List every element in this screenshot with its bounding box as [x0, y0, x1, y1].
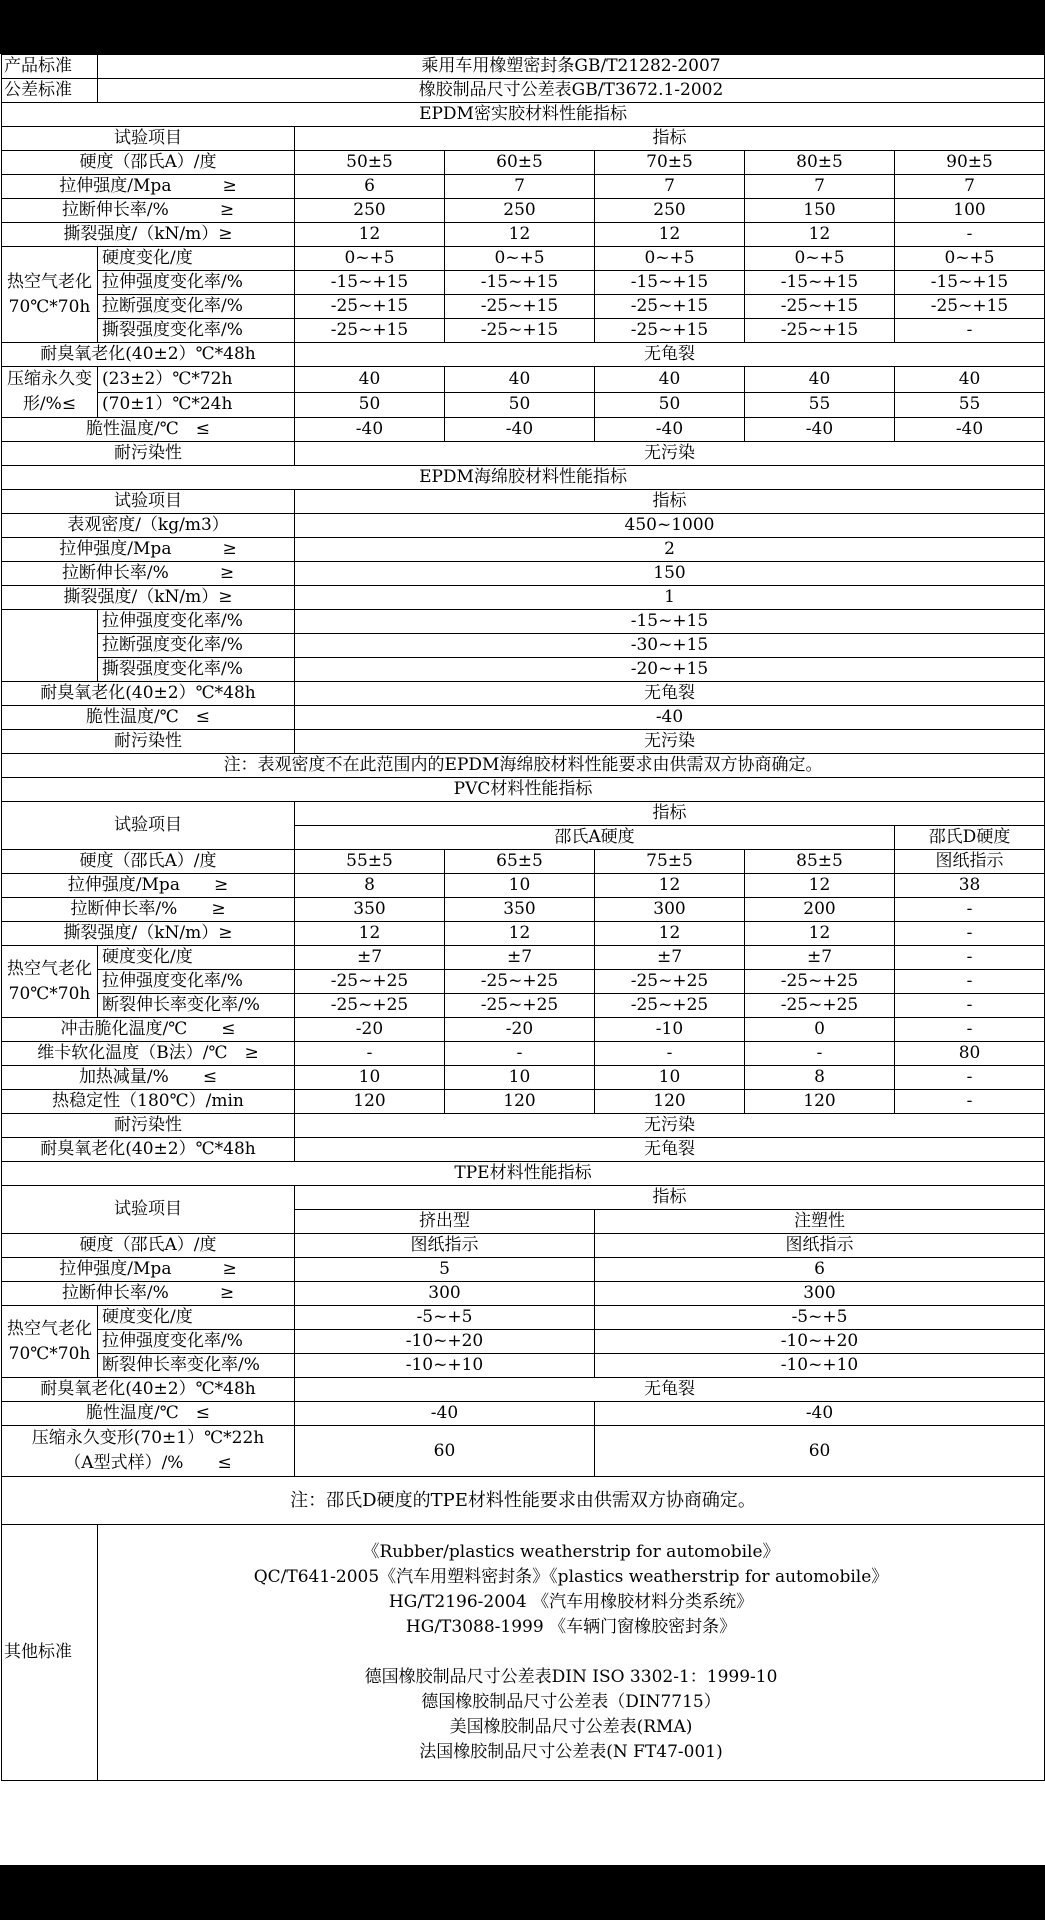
row-label: 耐臭氧老化(40±2）℃*48h [2, 343, 295, 367]
cell: 8 [745, 1066, 895, 1090]
cell: -15~+15 [895, 271, 1045, 295]
cell: -40 [295, 1402, 595, 1426]
cell: 50±5 [295, 151, 445, 175]
cell: 150 [745, 199, 895, 223]
table-row [2, 247, 1045, 271]
test-item-header: 试验项目 [2, 127, 295, 151]
row-label [2, 1426, 295, 1477]
cell: 7 [595, 175, 745, 199]
compression-label-line2: （A型式样）/% ≤ [64, 1453, 232, 1473]
table-row [2, 1018, 1045, 1042]
table-row [2, 418, 1045, 442]
cell: 6 [295, 175, 445, 199]
test-item-header: 试验项目 [2, 802, 295, 850]
cell: -25~+15 [445, 295, 595, 319]
cell: 12 [595, 922, 745, 946]
cell: -5~+5 [595, 1306, 1045, 1330]
cell: 图纸指示 [595, 1234, 1045, 1258]
table-row [2, 970, 1045, 994]
extrusion-header: 挤出型 [295, 1210, 595, 1234]
cell: 无污染 [295, 730, 1045, 754]
table-row [2, 874, 1045, 898]
cell: 60 [295, 1426, 595, 1477]
cell: -15~+15 [745, 271, 895, 295]
cell: - [895, 1066, 1045, 1090]
cell: -40 [895, 418, 1045, 442]
cell: - [895, 946, 1045, 970]
epdm-sponge-title: EPDM海绵胶材料性能指标 [2, 466, 1045, 490]
cell: 10 [445, 1066, 595, 1090]
cell: - [595, 1042, 745, 1066]
cell: 12 [745, 874, 895, 898]
cell: 60 [595, 1426, 1045, 1477]
row-label: 耐污染性 [2, 730, 295, 754]
row-label: 表观密度/（kg/m3） [2, 514, 295, 538]
cell: -25~+15 [745, 319, 895, 343]
cell: 无龟裂 [295, 1378, 1045, 1402]
hot-air-group-label: 热空气老化70℃*70h [2, 247, 98, 343]
cell: -40 [745, 418, 895, 442]
cell: 无龟裂 [295, 682, 1045, 706]
cell: - [445, 1042, 595, 1066]
epdm-solid-title: EPDM密实胶材料性能指标 [2, 103, 1045, 127]
cell: 60±5 [445, 151, 595, 175]
hot-air-group-label: 热空气老化70℃*70h [2, 946, 98, 1018]
cell: 0~+5 [295, 247, 445, 271]
row-label: 撕裂强度/（kN/m）≥ [2, 586, 295, 610]
cell: -30~+15 [295, 634, 1045, 658]
shore-a-header: 邵氏A硬度 [295, 826, 895, 850]
cell: -20~+15 [295, 658, 1045, 682]
cell: 250 [295, 199, 445, 223]
compression-group-label: 压缩永久变形/%≤ [2, 367, 98, 418]
cell: 120 [445, 1090, 595, 1114]
row-label: 耐臭氧老化(40±2）℃*48h [2, 1138, 295, 1162]
table-row [2, 1330, 1045, 1354]
cell: 120 [595, 1090, 745, 1114]
table-row [2, 898, 1045, 922]
table-row [2, 1042, 1045, 1066]
cell: -25~+25 [445, 970, 595, 994]
row-label: 热稳定性（180℃）/min [2, 1090, 295, 1114]
row-label: 撕裂强度变化率/% [98, 319, 295, 343]
table-row [2, 610, 1045, 634]
cell: 7 [445, 175, 595, 199]
cell: 350 [295, 898, 445, 922]
cell: 85±5 [745, 850, 895, 874]
table-row [2, 199, 1045, 223]
table-row [2, 1258, 1045, 1282]
cell: 0~+5 [745, 247, 895, 271]
cell: - [745, 1042, 895, 1066]
table-row [2, 343, 1045, 367]
cell: 40 [445, 367, 595, 393]
cell: -25~+25 [745, 970, 895, 994]
table-row [2, 1234, 1045, 1258]
indicator-header: 指标 [295, 802, 1045, 826]
table-row [2, 1114, 1045, 1138]
other-standards-row [2, 1525, 1045, 1781]
cell: ±7 [595, 946, 745, 970]
standard-line: 《Rubber/plastics weatherstrip for automobile》 [362, 1542, 780, 1562]
cell: -40 [445, 418, 595, 442]
row-label: 断裂伸长率变化率/% [98, 1354, 295, 1378]
shore-d-header: 邵氏D硬度 [895, 826, 1045, 850]
cell: 55 [745, 392, 895, 418]
cell: 250 [445, 199, 595, 223]
cell: -25~+25 [295, 994, 445, 1018]
cell: 120 [745, 1090, 895, 1114]
cell: 40 [595, 367, 745, 393]
cell: 12 [745, 223, 895, 247]
cell: 300 [595, 1282, 1045, 1306]
cell: -25~+15 [745, 295, 895, 319]
cell: -25~+25 [445, 994, 595, 1018]
epdm-sponge-note: 注：表观密度不在此范围内的EPDM海绵胶材料性能要求由供需双方协商确定。 [2, 754, 1045, 778]
indicator-header: 指标 [295, 127, 1045, 151]
cell: -40 [295, 706, 1045, 730]
cell: -25~+15 [445, 319, 595, 343]
cell: 80±5 [745, 151, 895, 175]
standard-line: 德国橡胶制品尺寸公差表（DIN7715） [421, 1692, 721, 1712]
cell: 450~1000 [295, 514, 1045, 538]
row-label: 脆性温度/℃ ≤ [2, 706, 295, 730]
row-label: 脆性温度/℃ ≤ [2, 418, 295, 442]
cell: - [895, 970, 1045, 994]
table-row [2, 1426, 1045, 1477]
cell: -40 [595, 1402, 1045, 1426]
injection-header: 注塑性 [595, 1210, 1045, 1234]
cell: 300 [595, 898, 745, 922]
standard-line: 美国橡胶制品尺寸公差表(RMA) [449, 1717, 693, 1737]
cell: 12 [745, 922, 895, 946]
row-label: 撕裂强度/（kN/m）≥ [2, 223, 295, 247]
row-label: 硬度变化/度 [98, 247, 295, 271]
cell: -20 [295, 1018, 445, 1042]
cell: 65±5 [445, 850, 595, 874]
cell: 图纸指示 [895, 850, 1045, 874]
row-label: 加热减量/% ≤ [2, 1066, 295, 1090]
standard-line: 法国橡胶制品尺寸公差表(N FT47-001) [419, 1742, 723, 1762]
cell: 40 [295, 367, 445, 393]
product-standard-value: 乘用车用橡塑密封条GB/T21282-2007 [98, 55, 1045, 79]
standard-line: HG/T3088-1999 《车辆门窗橡胶密封条》 [405, 1617, 737, 1637]
cell: - [895, 898, 1045, 922]
row-label: 维卡软化温度（B法）/℃ ≥ [2, 1042, 295, 1066]
indicator-header: 指标 [295, 490, 1045, 514]
cell: 无污染 [295, 442, 1045, 466]
table-row [2, 151, 1045, 175]
row-label: 拉断伸长率/% ≥ [2, 898, 295, 922]
cell: 12 [595, 874, 745, 898]
test-item-header: 试验项目 [2, 1186, 295, 1234]
cell: -25~+15 [295, 295, 445, 319]
cell: 250 [595, 199, 745, 223]
cell: 12 [595, 223, 745, 247]
cell: -25~+25 [595, 994, 745, 1018]
cell: 50 [295, 392, 445, 418]
table-row [2, 514, 1045, 538]
row-label: 硬度（邵氏A）/度 [2, 850, 295, 874]
cell: - [895, 223, 1045, 247]
table-row [2, 538, 1045, 562]
cell: 5 [295, 1258, 595, 1282]
cell: 10 [595, 1066, 745, 1090]
cell: 12 [445, 223, 595, 247]
cell: -10~+10 [595, 1354, 1045, 1378]
table-row [2, 706, 1045, 730]
cell: 75±5 [595, 850, 745, 874]
cell: 300 [295, 1282, 595, 1306]
cell: 无龟裂 [295, 343, 1045, 367]
row-label: 耐污染性 [2, 442, 295, 466]
cell: 0~+5 [445, 247, 595, 271]
table-row [2, 295, 1045, 319]
table-row [2, 922, 1045, 946]
cell: 38 [895, 874, 1045, 898]
standards-table [1, 54, 1045, 1781]
cell: -25~+25 [595, 970, 745, 994]
row-label: 拉伸强度变化率/% [98, 970, 295, 994]
cell: 55 [895, 392, 1045, 418]
table-row [2, 1282, 1045, 1306]
standards-sheet [0, 54, 1045, 1865]
standard-line: QC/T641-2005《汽车用塑料密封条》《plastics weatherstrip for automobile》 [253, 1567, 889, 1587]
row-label: 拉伸强度/Mpa ≥ [2, 1258, 295, 1282]
row-label: 拉伸强度/Mpa ≥ [2, 175, 295, 199]
table-row [2, 367, 1045, 393]
cell: - [895, 994, 1045, 1018]
table-row [2, 223, 1045, 247]
cell: 0~+5 [595, 247, 745, 271]
aging-group-blank [2, 610, 98, 682]
indicator-header: 指标 [295, 1186, 1045, 1210]
table-row [2, 1066, 1045, 1090]
tpe-title: TPE材料性能指标 [2, 1162, 1045, 1186]
cell: 10 [295, 1066, 445, 1090]
cell: -15~+15 [295, 271, 445, 295]
row-label: 拉断伸长率/% ≥ [2, 1282, 295, 1306]
cell: - [895, 319, 1045, 343]
row-label: 拉断强度变化率/% [98, 634, 295, 658]
table-row [2, 1402, 1045, 1426]
cell: - [295, 1042, 445, 1066]
table-row [2, 682, 1045, 706]
standard-line-spacer [100, 1640, 1042, 1665]
row-label: 拉断强度变化率/% [98, 295, 295, 319]
cell: -20 [445, 1018, 595, 1042]
cell: 50 [445, 392, 595, 418]
cell: 10 [445, 874, 595, 898]
cell: 40 [745, 367, 895, 393]
row-label: 硬度（邵氏A）/度 [2, 1234, 295, 1258]
cell: -25~+15 [295, 319, 445, 343]
cell: -10~+20 [295, 1330, 595, 1354]
table-row [2, 1138, 1045, 1162]
compression-label-line1: 压缩永久变形(70±1）℃*22h [31, 1428, 265, 1448]
test-item-header: 试验项目 [2, 490, 295, 514]
cell: -25~+15 [895, 295, 1045, 319]
table-row [2, 271, 1045, 295]
row-label: 耐污染性 [2, 1114, 295, 1138]
row-label: 拉伸强度/Mpa ≥ [2, 874, 295, 898]
row-label: 耐臭氧老化(40±2）℃*48h [2, 1378, 295, 1402]
cell: 图纸指示 [295, 1234, 595, 1258]
cell: 12 [295, 223, 445, 247]
cell: -15~+15 [295, 610, 1045, 634]
cell: 80 [895, 1042, 1045, 1066]
cell: -25~+15 [595, 295, 745, 319]
row-label: (70±1）℃*24h [98, 392, 295, 418]
row-label: 拉伸强度变化率/% [98, 1330, 295, 1354]
row-label: 硬度变化/度 [98, 946, 295, 970]
table-row [2, 175, 1045, 199]
cell: ±7 [445, 946, 595, 970]
cell: 150 [295, 562, 1045, 586]
table-row [2, 634, 1045, 658]
cell: 40 [895, 367, 1045, 393]
row-label: 冲击脆化温度/℃ ≤ [2, 1018, 295, 1042]
cell: 12 [445, 922, 595, 946]
standard-line: 德国橡胶制品尺寸公差表DIN ISO 3302-1：1999-10 [364, 1667, 778, 1687]
cell: -40 [295, 418, 445, 442]
cell: 8 [295, 874, 445, 898]
cell: -40 [595, 418, 745, 442]
product-standard-row [2, 55, 1045, 79]
cell: 无污染 [295, 1114, 1045, 1138]
table-row [2, 392, 1045, 418]
cell: 无龟裂 [295, 1138, 1045, 1162]
row-label: 拉伸强度变化率/% [98, 610, 295, 634]
row-label: (23±2）℃*72h [98, 367, 295, 393]
table-row [2, 730, 1045, 754]
cell: 90±5 [895, 151, 1045, 175]
table-row [2, 442, 1045, 466]
cell: 100 [895, 199, 1045, 223]
row-label: 拉断伸长率/% ≥ [2, 562, 295, 586]
cell: -25~+25 [295, 970, 445, 994]
cell: 50 [595, 392, 745, 418]
cell: 2 [295, 538, 1045, 562]
other-standards-list [98, 1525, 1045, 1781]
table-row [2, 1306, 1045, 1330]
cell: 120 [295, 1090, 445, 1114]
row-label: 硬度变化/度 [98, 1306, 295, 1330]
table-row [2, 1354, 1045, 1378]
cell: -10 [595, 1018, 745, 1042]
cell: -25~+15 [595, 319, 745, 343]
cell: 55±5 [295, 850, 445, 874]
row-label: 撕裂强度/（kN/m）≥ [2, 922, 295, 946]
other-standards-label: 其他标准 [2, 1525, 98, 1781]
cell: -5~+5 [295, 1306, 595, 1330]
pvc-title: PVC材料性能指标 [2, 778, 1045, 802]
tolerance-standard-label: 公差标准 [2, 79, 98, 103]
cell: 70±5 [595, 151, 745, 175]
row-label: 脆性温度/℃ ≤ [2, 1402, 295, 1426]
row-label: 拉伸强度变化率/% [98, 271, 295, 295]
standard-line: HG/T2196-2004 《汽车用橡胶材料分类系统》 [388, 1592, 754, 1612]
cell: 0 [745, 1018, 895, 1042]
tolerance-standard-row [2, 79, 1045, 103]
table-row [2, 658, 1045, 682]
cell: 350 [445, 898, 595, 922]
cell: -15~+15 [595, 271, 745, 295]
cell: -25~+25 [745, 994, 895, 1018]
row-label: 拉断伸长率/% ≥ [2, 199, 295, 223]
row-label: 硬度（邵氏A）/度 [2, 151, 295, 175]
row-label: 耐臭氧老化(40±2）℃*48h [2, 682, 295, 706]
table-row [2, 1090, 1045, 1114]
tolerance-standard-value: 橡胶制品尺寸公差表GB/T3672.1-2002 [98, 79, 1045, 103]
cell: - [895, 922, 1045, 946]
tpe-note: 注：邵氏D硬度的TPE材料性能要求由供需双方协商确定。 [2, 1477, 1045, 1525]
cell: 0~+5 [895, 247, 1045, 271]
product-standard-label: 产品标准 [2, 55, 98, 79]
row-label: 拉伸强度/Mpa ≥ [2, 538, 295, 562]
cell: -10~+10 [295, 1354, 595, 1378]
cell: ±7 [745, 946, 895, 970]
cell: -15~+15 [445, 271, 595, 295]
table-row [2, 994, 1045, 1018]
table-row [2, 586, 1045, 610]
table-row [2, 946, 1045, 970]
table-row [2, 1378, 1045, 1402]
cell: 200 [745, 898, 895, 922]
hot-air-group-label: 热空气老化70℃*70h [2, 1306, 98, 1378]
cell: ±7 [295, 946, 445, 970]
cell: 6 [595, 1258, 1045, 1282]
table-row [2, 319, 1045, 343]
cell: 7 [745, 175, 895, 199]
cell: -10~+20 [595, 1330, 1045, 1354]
cell: 1 [295, 586, 1045, 610]
table-row [2, 850, 1045, 874]
row-label: 撕裂强度变化率/% [98, 658, 295, 682]
cell: 12 [295, 922, 445, 946]
cell: - [895, 1018, 1045, 1042]
table-row [2, 562, 1045, 586]
cell: - [895, 1090, 1045, 1114]
cell: 7 [895, 175, 1045, 199]
row-label: 断裂伸长率变化率/% [98, 994, 295, 1018]
